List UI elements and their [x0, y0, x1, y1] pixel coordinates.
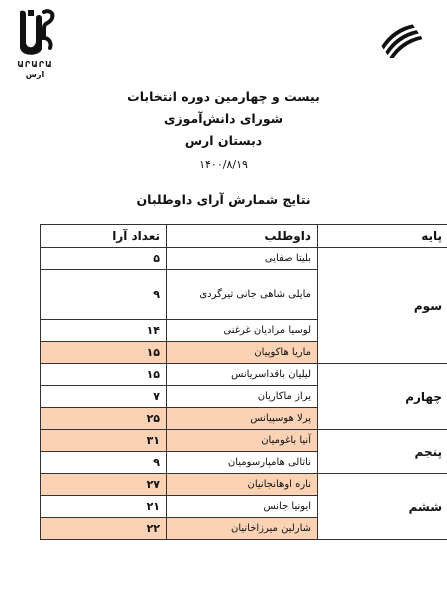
council-logo	[380, 24, 422, 58]
candidate-name: ایونیا جانس	[167, 496, 318, 518]
election-date: ۱۴۰۰/۸/۱۹	[199, 158, 248, 171]
vote-count: ۱۵	[41, 342, 167, 364]
grade-cell: پنجم	[318, 430, 447, 474]
candidate-name: یراز ماکاریان	[167, 386, 318, 408]
vote-count: ۵	[41, 248, 167, 270]
candidate-name: پرلا هوسپیانس	[167, 408, 318, 430]
vote-count: ۹	[41, 452, 167, 474]
vote-count: ۱۴	[41, 320, 167, 342]
grade-cell: چهارم	[318, 364, 447, 430]
vote-count: ۱۵	[41, 364, 167, 386]
council-title: شورای دانش‌آموزی	[164, 111, 283, 126]
table-row	[41, 430, 447, 452]
candidate-name: ماریا هاکوپیان	[167, 342, 318, 364]
candidate-name: بلیتا صفایی	[167, 248, 318, 270]
candidate-name: لوسیا مرادیان غرغنی	[167, 320, 318, 342]
votes-column-header: تعداد آرا	[41, 225, 167, 248]
candidate-column-header: داوطلب	[167, 225, 318, 248]
vote-count: ۲۲	[41, 518, 167, 540]
vote-count: ۲۷	[41, 474, 167, 496]
school-name: دبستان ارس	[184, 133, 263, 148]
results-table	[40, 224, 447, 540]
candidate-name: ناتالی هامپارسومیان	[167, 452, 318, 474]
school-logo-icon	[14, 8, 56, 60]
candidate-name: شارلین میرزاخانیان	[167, 518, 318, 540]
grade-cell: سوم	[318, 248, 447, 364]
grade-cell: ششم	[318, 474, 447, 540]
candidate-name: مایلی شاهی جانی تیرگردی	[167, 270, 318, 320]
vote-count: ۲۱	[41, 496, 167, 518]
vote-count: ۹	[41, 270, 167, 320]
logo-latin-text: ԱՐԱՐԱ	[17, 60, 53, 69]
candidate-name: ناره اوهانجانیان	[167, 474, 318, 496]
table-header-row	[41, 225, 447, 248]
logo-persian-text: ارس	[25, 70, 45, 79]
council-logo-icon	[380, 24, 422, 58]
vote-count: ۷	[41, 386, 167, 408]
candidate-name: لیلیان باقداسریانس	[167, 364, 318, 386]
grade-column-header: پایه	[318, 225, 447, 248]
vote-count: ۳۱	[41, 430, 167, 452]
results-title: نتایج شمارش آرای داوطلبان	[136, 192, 311, 207]
school-logo	[14, 8, 56, 80]
candidate-name: آنیا باغومیان	[167, 430, 318, 452]
table-row	[41, 364, 447, 386]
table-row	[41, 248, 447, 270]
vote-count: ۲۵	[41, 408, 167, 430]
table-row	[41, 474, 447, 496]
election-title: بیست و چهارمین دوره انتخابات	[127, 89, 320, 104]
